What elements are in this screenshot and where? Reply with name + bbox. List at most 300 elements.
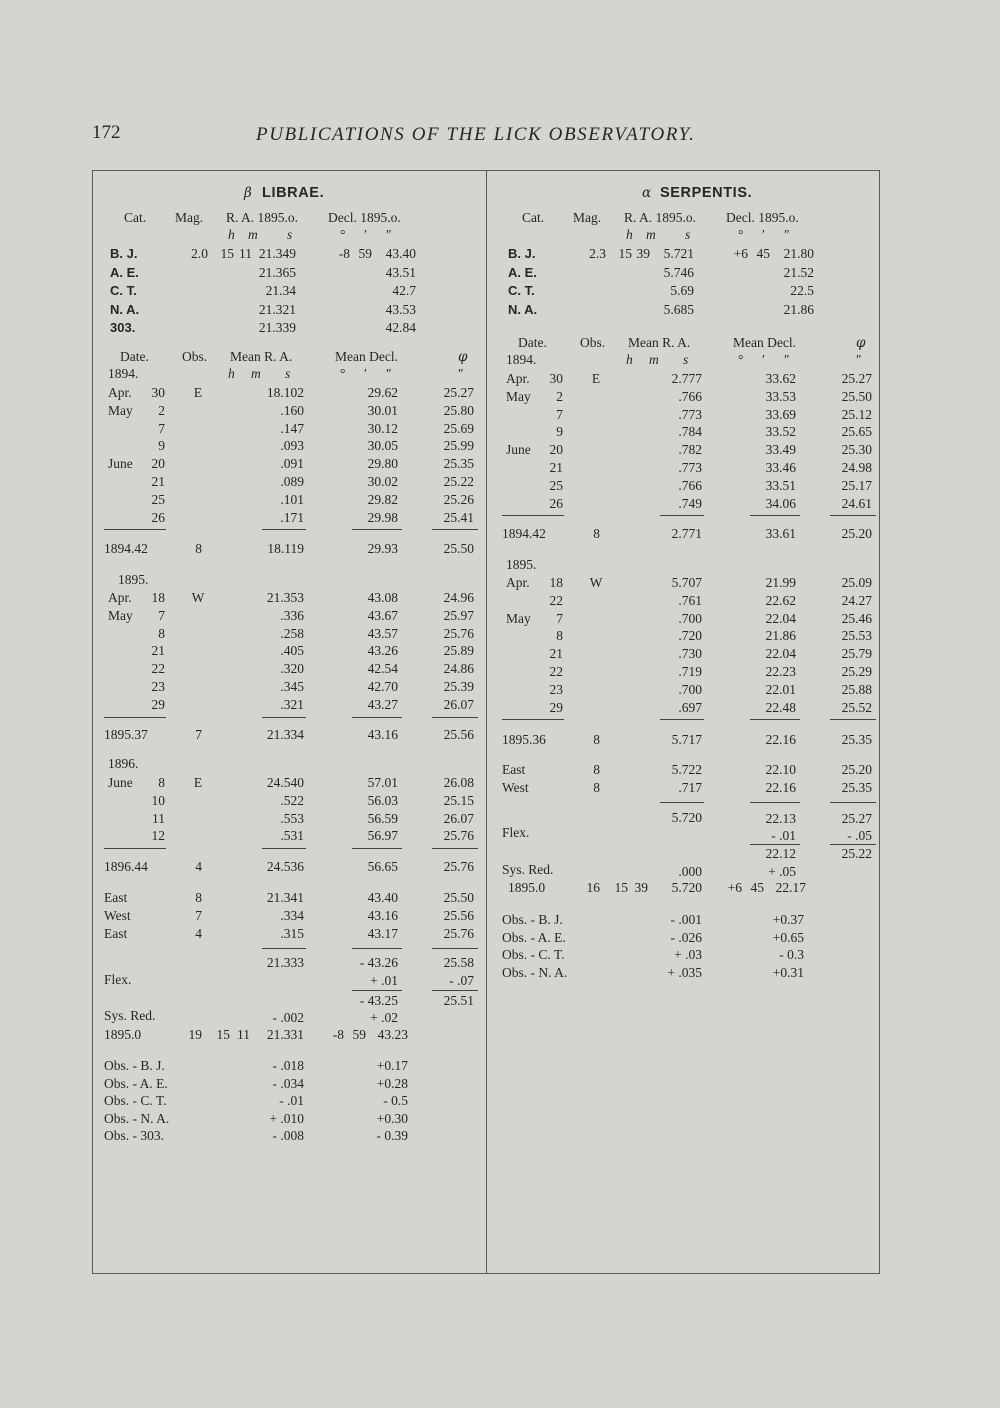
- col-header-mean-decl: Mean Decl.: [335, 349, 398, 364]
- summary-ra: .334: [280, 908, 304, 923]
- mean-decl-total: 43.16: [367, 727, 398, 742]
- date-day: 18: [151, 590, 165, 605]
- mean-decl: 33.51: [765, 477, 796, 493]
- final-dec-m: 59: [352, 1027, 366, 1042]
- mean-decl: 22.04: [765, 610, 796, 626]
- final-ra-s: 5.720: [671, 880, 702, 895]
- sum-rule: [352, 848, 402, 849]
- date-day: 2: [556, 388, 563, 404]
- residual-label: Obs. - B. J.: [502, 912, 563, 927]
- residual-label: Obs. - B. J.: [104, 1058, 165, 1073]
- phi-value: 25.46: [841, 610, 872, 626]
- mean-decl: 42.54: [367, 661, 398, 677]
- mean-epoch: 1894.42: [502, 526, 546, 541]
- mean-phi-total: 25.56: [443, 727, 474, 742]
- unit-min: ′: [364, 366, 367, 381]
- year-label: 1896.: [108, 756, 139, 771]
- col-header-mean-ra: Mean R. A.: [230, 349, 293, 364]
- catalog-dec-s: 42.7: [392, 283, 416, 298]
- phi-value: 25.27: [841, 371, 872, 386]
- mean-ra: 18.102: [266, 385, 304, 400]
- mean-decl: 22.23: [765, 664, 796, 679]
- unit-deg: °: [738, 352, 744, 367]
- mean-decl: 43.67: [367, 607, 398, 623]
- unit-s: s: [285, 366, 291, 381]
- sysred-ra: .000: [678, 864, 702, 879]
- mean-ra: .171: [280, 509, 304, 525]
- col-header-date: Date.: [518, 335, 547, 350]
- sum-rule: [830, 802, 876, 803]
- catalog-name: C. T.: [508, 283, 535, 298]
- phi-value: 25.52: [841, 699, 872, 715]
- final-dec-m: 45: [750, 880, 764, 895]
- date-day: 8: [158, 625, 165, 641]
- sum-rule: [104, 717, 166, 718]
- date-month: May: [108, 402, 133, 418]
- after-flex-decl: - 43.25: [359, 993, 398, 1008]
- mean-count: 8: [593, 526, 600, 541]
- residual-decl: +0.65: [772, 929, 804, 945]
- mean-decl: 43.26: [367, 643, 398, 659]
- catalog-dec-s: 42.84: [385, 320, 416, 335]
- mean-epoch: 1895.37: [104, 727, 148, 742]
- date-month: May: [108, 607, 133, 623]
- date-month: June: [506, 442, 531, 458]
- summary-count: 4: [195, 926, 202, 941]
- phi-value: 25.53: [841, 628, 872, 644]
- mean-decl: 56.59: [367, 810, 398, 826]
- date-day: 7: [556, 406, 563, 422]
- final-ra-m: 11: [237, 1027, 250, 1042]
- catalog-name: A. E.: [110, 264, 139, 280]
- mean-decl: 33.53: [765, 388, 796, 404]
- mean-ra: .531: [280, 828, 304, 844]
- col-header-cat: Cat.: [124, 210, 147, 225]
- date-day: 30: [549, 371, 563, 386]
- mean-count: 7: [195, 727, 202, 742]
- date-day: 2: [158, 402, 165, 418]
- mean-decl-total: 29.93: [367, 541, 398, 556]
- mean-decl: 30.02: [367, 474, 398, 489]
- col-header-date: Date.: [120, 349, 149, 364]
- phi-value: 25.41: [443, 509, 474, 525]
- final-ra-h: 15: [216, 1027, 230, 1042]
- sum-rule: [104, 529, 166, 530]
- mean-ra: .089: [280, 474, 304, 489]
- date-day: 11: [152, 810, 165, 826]
- date-day: 26: [151, 509, 165, 525]
- summary-ra: 21.341: [266, 890, 304, 905]
- flex-decl: - .01: [771, 828, 796, 843]
- sysred-decl: + .05: [768, 864, 796, 879]
- phi-value: 25.50: [841, 388, 872, 404]
- sum-rule: [352, 717, 402, 718]
- catalog-ra-s: 21.365: [258, 264, 296, 280]
- unit-min: ′: [762, 352, 765, 367]
- year-label: 1895.: [506, 557, 537, 572]
- date-day: 8: [556, 628, 563, 644]
- unit-sec: ″: [386, 366, 392, 381]
- flex-label: Flex.: [104, 972, 132, 987]
- residual-label: Obs. - C. T.: [104, 1093, 167, 1108]
- col-header-obs: Obs.: [182, 349, 208, 364]
- residual-ra: - .034: [272, 1075, 304, 1091]
- catalog-name: N. A.: [110, 301, 140, 317]
- residual-decl: +0.28: [376, 1075, 408, 1091]
- mean-decl: 30.05: [367, 438, 398, 454]
- final-dec-d: -8: [332, 1027, 344, 1042]
- mean-ra: .784: [678, 424, 702, 440]
- title-symbol: β: [244, 185, 252, 201]
- phi-value: 25.69: [443, 420, 474, 436]
- mean-decl: 30.01: [367, 402, 398, 418]
- sum-rule: [830, 719, 876, 720]
- catalog-name: B. J.: [508, 246, 536, 261]
- mean-ra: .147: [280, 420, 304, 436]
- phi-value: 24.27: [841, 592, 872, 608]
- residual-label: Obs. - C. T.: [502, 947, 565, 962]
- date-day: 23: [151, 679, 165, 694]
- sum-rule: [750, 515, 800, 516]
- mean-ra: 5.707: [671, 575, 702, 590]
- sum-rule: [432, 948, 478, 949]
- summary-label: East: [502, 762, 526, 777]
- mean-decl: 42.70: [367, 679, 398, 694]
- col-header-phi: φ: [458, 349, 468, 365]
- catalog-dec-s: 43.40: [385, 246, 416, 261]
- summary-count: 7: [195, 908, 202, 923]
- sum-rule: [830, 515, 876, 516]
- phi-value: 25.29: [841, 664, 872, 679]
- date-day: 29: [549, 699, 563, 715]
- date-day: 23: [549, 681, 563, 697]
- flex-phi: - .07: [449, 973, 474, 988]
- mean-decl-total: 33.61: [765, 526, 796, 541]
- date-month: May: [506, 388, 531, 404]
- sum-rule: [262, 529, 306, 530]
- mean-ra-total: 18.119: [267, 541, 304, 556]
- sum-rule: [432, 717, 478, 718]
- phi-value: 25.15: [443, 792, 474, 808]
- catalog-dec-s: 43.51: [385, 264, 416, 280]
- mean-count: 4: [195, 859, 202, 874]
- catalog-dec-s: 43.53: [385, 301, 416, 317]
- unit-sec: ″: [386, 227, 392, 242]
- catalog-ra-s: 5.685: [663, 301, 694, 317]
- mean-ra: .160: [280, 402, 304, 418]
- catalog-dec-s: 22.5: [790, 283, 814, 298]
- summary-label: East: [104, 890, 128, 905]
- mean-phi-total: 25.35: [841, 732, 872, 747]
- date-day: 25: [549, 477, 563, 493]
- residual-decl: +0.30: [376, 1110, 408, 1126]
- year-label: 1895.: [118, 572, 149, 587]
- combined-decl: 22.13: [765, 811, 796, 826]
- date-day: 21: [151, 643, 165, 659]
- date-day: 9: [158, 438, 165, 454]
- residual-label: Obs. - A. E.: [104, 1075, 168, 1091]
- unit-min: ′: [364, 227, 367, 242]
- mean-ra: .700: [678, 610, 702, 626]
- unit-m: m: [646, 227, 656, 242]
- mean-decl: 33.69: [765, 406, 796, 422]
- mean-decl: 56.97: [367, 828, 398, 844]
- sysred-decl: + .02: [370, 1010, 398, 1025]
- summary-ra: .717: [678, 780, 702, 795]
- sum-rule: [432, 848, 478, 849]
- catalog-name: A. E.: [508, 264, 537, 280]
- phi-value: 25.80: [443, 402, 474, 418]
- after-flex-phi: 25.22: [841, 846, 872, 861]
- phi-value: 24.98: [841, 460, 872, 475]
- date-day: 21: [549, 460, 563, 475]
- summary-ra: .315: [280, 926, 304, 941]
- summary-decl: 22.16: [765, 780, 796, 795]
- catalog-dec-s: 21.52: [783, 264, 814, 280]
- mean-decl: 29.62: [367, 385, 398, 400]
- mean-decl-total: 22.16: [765, 732, 796, 747]
- sum-rule: [660, 802, 704, 803]
- sum-rule: [352, 990, 402, 991]
- mean-count: 8: [593, 732, 600, 747]
- phi-value: 25.12: [841, 406, 872, 422]
- phi-value: 26.07: [443, 810, 474, 826]
- phi-value: 25.89: [443, 643, 474, 659]
- unit-h: h: [228, 227, 235, 242]
- phi-value: 25.26: [443, 491, 474, 507]
- mean-ra: .782: [678, 442, 702, 458]
- unit-deg: °: [340, 227, 346, 242]
- mean-decl: 22.01: [765, 681, 796, 697]
- date-day: 30: [151, 385, 165, 400]
- unit-sec: ″: [784, 352, 790, 367]
- residual-label: Obs. - N. A.: [502, 964, 568, 980]
- summary-phi: 25.20: [841, 762, 872, 777]
- residual-ra: + .035: [667, 964, 702, 980]
- residual-ra: - .01: [279, 1093, 304, 1108]
- mean-decl: 57.01: [367, 775, 398, 790]
- mean-ra: .320: [280, 661, 304, 677]
- catalog-dec-d: +6: [733, 246, 748, 261]
- sum-rule: [750, 844, 800, 845]
- phi-value: 25.79: [841, 646, 872, 662]
- mean-phi-total: 25.50: [443, 541, 474, 556]
- phi-value: 25.35: [443, 456, 474, 472]
- mean-ra-total: 2.771: [671, 526, 702, 541]
- phi-value: 25.09: [841, 575, 872, 590]
- phi-value: 24.96: [443, 590, 474, 605]
- summary-decl: 43.40: [367, 890, 398, 905]
- col-header-mean-decl: Mean Decl.: [733, 335, 796, 350]
- mean-decl: 34.06: [765, 495, 796, 511]
- catalog-ra-h: 15: [220, 246, 234, 261]
- summary-count: 8: [593, 780, 600, 795]
- mean-ra-total: 24.536: [266, 859, 304, 874]
- after-flex-decl: 22.12: [765, 846, 796, 861]
- catalog-dec-d: -8: [338, 246, 350, 261]
- sum-rule: [660, 515, 704, 516]
- catalog-dec-s: 21.80: [783, 246, 814, 261]
- mean-decl: 33.46: [765, 460, 796, 475]
- unit-deg: °: [738, 227, 744, 242]
- date-month: Apr.: [506, 371, 530, 386]
- flex-phi: - .05: [847, 828, 872, 843]
- date-day: 7: [556, 610, 563, 626]
- running-head: PUBLICATIONS OF THE LICK OBSERVATORY.: [256, 124, 696, 145]
- col-header-phi: φ: [856, 335, 866, 351]
- phi-value: 24.61: [841, 495, 872, 511]
- mean-ra: .336: [280, 607, 304, 623]
- summary-label: West: [502, 780, 529, 795]
- mean-ra: .730: [678, 646, 702, 662]
- mean-ra: .749: [678, 495, 702, 511]
- catalog-mag: 2.0: [191, 246, 208, 261]
- mean-ra: .766: [678, 477, 702, 493]
- summary-phi: 25.56: [443, 908, 474, 923]
- date-day: 22: [549, 592, 563, 608]
- summary-count: 8: [593, 762, 600, 777]
- date-day: 29: [151, 696, 165, 712]
- date-day: 22: [151, 661, 165, 677]
- catalog-ra-h: 15: [618, 246, 632, 261]
- sum-rule: [262, 948, 306, 949]
- date-day: 20: [549, 442, 563, 458]
- col-header-mag: Mag.: [175, 210, 204, 225]
- unit-m: m: [649, 352, 659, 367]
- date-day: 7: [158, 420, 165, 436]
- unit-h: h: [626, 352, 633, 367]
- catalog-ra-s: 21.34: [265, 283, 296, 298]
- mean-decl: 33.52: [765, 424, 796, 440]
- sum-rule: [352, 948, 402, 949]
- residual-label: Obs. - N. A.: [104, 1110, 170, 1126]
- date-day: 26: [549, 495, 563, 511]
- unit-s: s: [287, 227, 293, 242]
- combined-phi: 25.58: [443, 955, 474, 970]
- final-dec-d: +6: [727, 880, 742, 895]
- mean-ra: .773: [678, 406, 702, 422]
- col-header-obs: Obs.: [580, 335, 606, 350]
- col-header-mean-ra: Mean R. A.: [628, 335, 691, 350]
- mean-ra: .720: [678, 628, 702, 644]
- combined-ra: 21.333: [266, 955, 304, 970]
- residual-decl: +0.37: [772, 912, 804, 927]
- after-flex-phi: 25.51: [443, 993, 474, 1008]
- year-label: 1894.: [506, 352, 537, 367]
- mean-epoch: 1895.36: [502, 732, 546, 747]
- unit-min: ′: [762, 227, 765, 242]
- sum-rule: [432, 990, 478, 991]
- sum-rule: [502, 719, 564, 720]
- summary-decl: 43.17: [367, 926, 398, 941]
- final-ra-h: 15: [614, 880, 628, 895]
- star-title: LIBRAE.: [262, 185, 325, 201]
- catalog-dec-m: 45: [756, 246, 770, 261]
- summary-label: East: [104, 926, 128, 941]
- summary-decl: 22.10: [765, 762, 796, 777]
- catalog-ra-s: 21.321: [258, 301, 296, 317]
- residual-label: Obs. - 303.: [104, 1128, 164, 1143]
- residual-decl: - 0.3: [779, 947, 804, 962]
- phi-value: 24.86: [443, 661, 474, 677]
- catalog-ra-m: 11: [239, 246, 252, 261]
- mean-decl: 22.62: [765, 592, 796, 608]
- year-label: 1894.: [108, 366, 139, 381]
- catalog-dec-s: 21.86: [783, 301, 814, 317]
- mean-phi-total: 25.76: [443, 859, 474, 874]
- date-month: Apr.: [506, 575, 530, 590]
- date-day: 20: [151, 456, 165, 472]
- mean-ra: 2.777: [671, 371, 702, 386]
- residual-label: Obs. - A. E.: [502, 929, 566, 945]
- mean-ra: .093: [280, 438, 304, 454]
- date-day: 22: [549, 664, 563, 679]
- sysred-ra: - .002: [272, 1010, 304, 1025]
- mean-decl: 22.48: [765, 699, 796, 715]
- combined-decl: - 43.26: [359, 955, 398, 970]
- mean-ra: 24.540: [266, 775, 304, 790]
- col-header-decl: Decl. 1895.o.: [726, 210, 799, 225]
- mean-decl: 29.98: [367, 509, 398, 525]
- sum-rule: [352, 529, 402, 530]
- sum-rule: [660, 719, 704, 720]
- mean-ra: .091: [280, 456, 304, 472]
- date-month: Apr.: [108, 590, 132, 605]
- final-dec-s: 22.17: [775, 880, 806, 895]
- mean-decl: 21.86: [765, 628, 796, 644]
- date-month: Apr.: [108, 385, 132, 400]
- final-epoch: 1895.0: [104, 1027, 142, 1042]
- mean-ra: .258: [280, 625, 304, 641]
- date-day: 8: [158, 775, 165, 790]
- mean-ra: .405: [280, 643, 304, 659]
- sum-rule: [750, 802, 800, 803]
- catalog-mag: 2.3: [589, 246, 606, 261]
- title-symbol: α: [642, 185, 652, 201]
- date-day: 10: [151, 792, 165, 808]
- col-header-decl: Decl. 1895.o.: [328, 210, 401, 225]
- mean-epoch: 1896.44: [104, 859, 148, 874]
- date-day: 21: [151, 474, 165, 489]
- summary-phi: 25.35: [841, 780, 872, 795]
- unit-h: h: [228, 366, 235, 381]
- unit-m: m: [251, 366, 261, 381]
- date-day: 25: [151, 491, 165, 507]
- summary-ra: 5.722: [671, 762, 702, 777]
- sysred-label: Sys. Red.: [502, 862, 554, 877]
- unit-phi: ″: [856, 352, 862, 367]
- mean-ra: .522: [280, 792, 304, 808]
- phi-value: 25.88: [841, 681, 872, 697]
- residual-decl: - 0.5: [383, 1093, 408, 1108]
- date-month: June: [108, 775, 133, 790]
- mean-decl: 43.08: [367, 590, 398, 605]
- residual-ra: - .001: [670, 912, 702, 927]
- col-header-cat: Cat.: [522, 210, 545, 225]
- star-title: SERPENTIS.: [660, 185, 753, 201]
- date-day: 7: [158, 607, 165, 623]
- catalog-name: 303.: [110, 320, 136, 335]
- catalog-name: N. A.: [508, 301, 538, 317]
- final-count: 16: [586, 880, 600, 895]
- unit-phi: ″: [458, 366, 464, 381]
- col-header-ra: R. A. 1895.o.: [624, 210, 697, 225]
- observer: W: [191, 590, 205, 605]
- residual-ra: - .018: [272, 1058, 304, 1073]
- mean-ra: .719: [678, 664, 702, 679]
- phi-value: 25.99: [443, 438, 474, 454]
- mean-decl: 22.04: [765, 646, 796, 662]
